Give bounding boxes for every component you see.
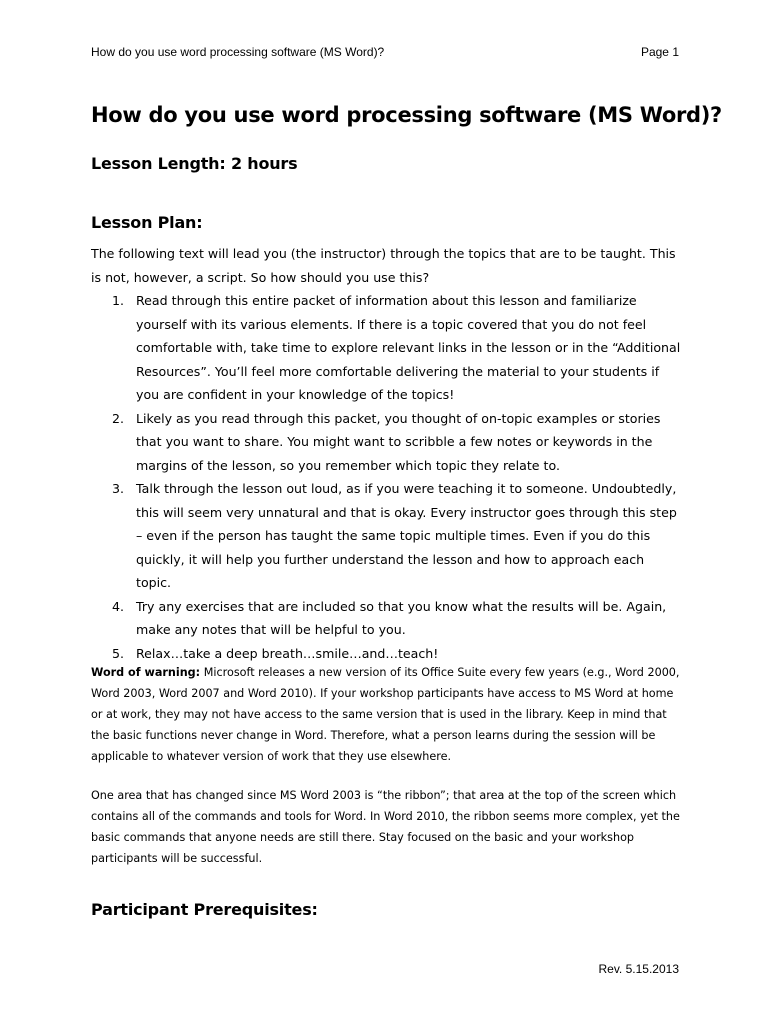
list-text: Talk through the lesson out loud, as if you were teaching it to someone. Undoubtedly, this will seem very unnatural and that is okay. Every instructor goes through this step – even if the person has taught the same topic multiple times. Even if you do this quickly, it will help you further understand the lesson and how to approach each topic. — [136, 481, 677, 590]
warning-paragraph — [91, 662, 681, 767]
prerequisites-heading: Participant Prerequisites: — [91, 900, 318, 919]
list-number: 2. — [112, 410, 125, 426]
ribbon-paragraph: One area that has changed since MS Word 2003 is “the ribbon”; that area at the top of the screen which contains all of the commands and tools for Word. In Word 2010, the ribbon seems more complex, yet the basic commands that anyone needs are still there. Stay focused on the basic and your workshop participants will be successful. — [91, 789, 680, 865]
warning-text: Microsoft releases a new version of its Office Suite every few years (e.g., Word 2000, Word 2003, Word 2007 and Word 2010). If your workshop participants have access to MS Word at home or at work, they may not have access to the same version that is used in the library. Keep in mind that the basic functions never change in Word. Therefore, what a person learns during the session will be applicable to whatever version of work that they use elsewhere. — [91, 666, 680, 763]
list-number: 4. — [112, 598, 125, 614]
steps-list — [91, 289, 681, 665]
lesson-length-heading: Lesson Length: 2 hours — [91, 154, 298, 173]
warning-label: Word of warning: — [91, 666, 201, 679]
list-item — [91, 595, 681, 642]
header-title: How do you use word processing software (MS Word)? — [91, 45, 385, 59]
page-number: Page 1 — [640, 45, 679, 59]
document-title: How do you use word processing software (MS Word)? — [91, 103, 722, 127]
revision-footer: Rev. 5.15.2013 — [598, 962, 679, 976]
list-number: 5. — [112, 645, 125, 661]
list-text: Try any exercises that are included so that you know what the results will be. Again, make any notes that will be helpful to you. — [136, 598, 667, 637]
list-text: Relax…take a deep breath…smile…and…teach! — [136, 645, 439, 661]
list-number: 1. — [112, 293, 125, 308]
lesson-plan-heading: Lesson Plan: — [91, 213, 203, 232]
list-item — [91, 407, 681, 478]
list-text: Read through this entire packet of information about this lesson and familiarize yourself with its various elements. If there is a topic covered that you do not feel comfortable with, take time to explore relevant links in the lesson or in the “Additional Resources”. You’ll feel more comfortable delivering the material to your students if you are confident in your knowledge of the topics! — [136, 293, 681, 402]
list-item — [91, 477, 681, 595]
intro-paragraph: The following text will lead you (the instructor) through the topics that are to be taught. This is not, however, a script. So how should you use this? — [91, 246, 676, 285]
list-text: Likely as you read through this packet, you thought of on-topic examples or stories that you want to share. You might want to scribble a few notes or keywords in the margins of the lesson, so you remember which topic they relate to. — [136, 410, 661, 473]
page-header — [91, 45, 679, 59]
list-item — [91, 289, 681, 407]
list-number: 3. — [112, 481, 125, 496]
